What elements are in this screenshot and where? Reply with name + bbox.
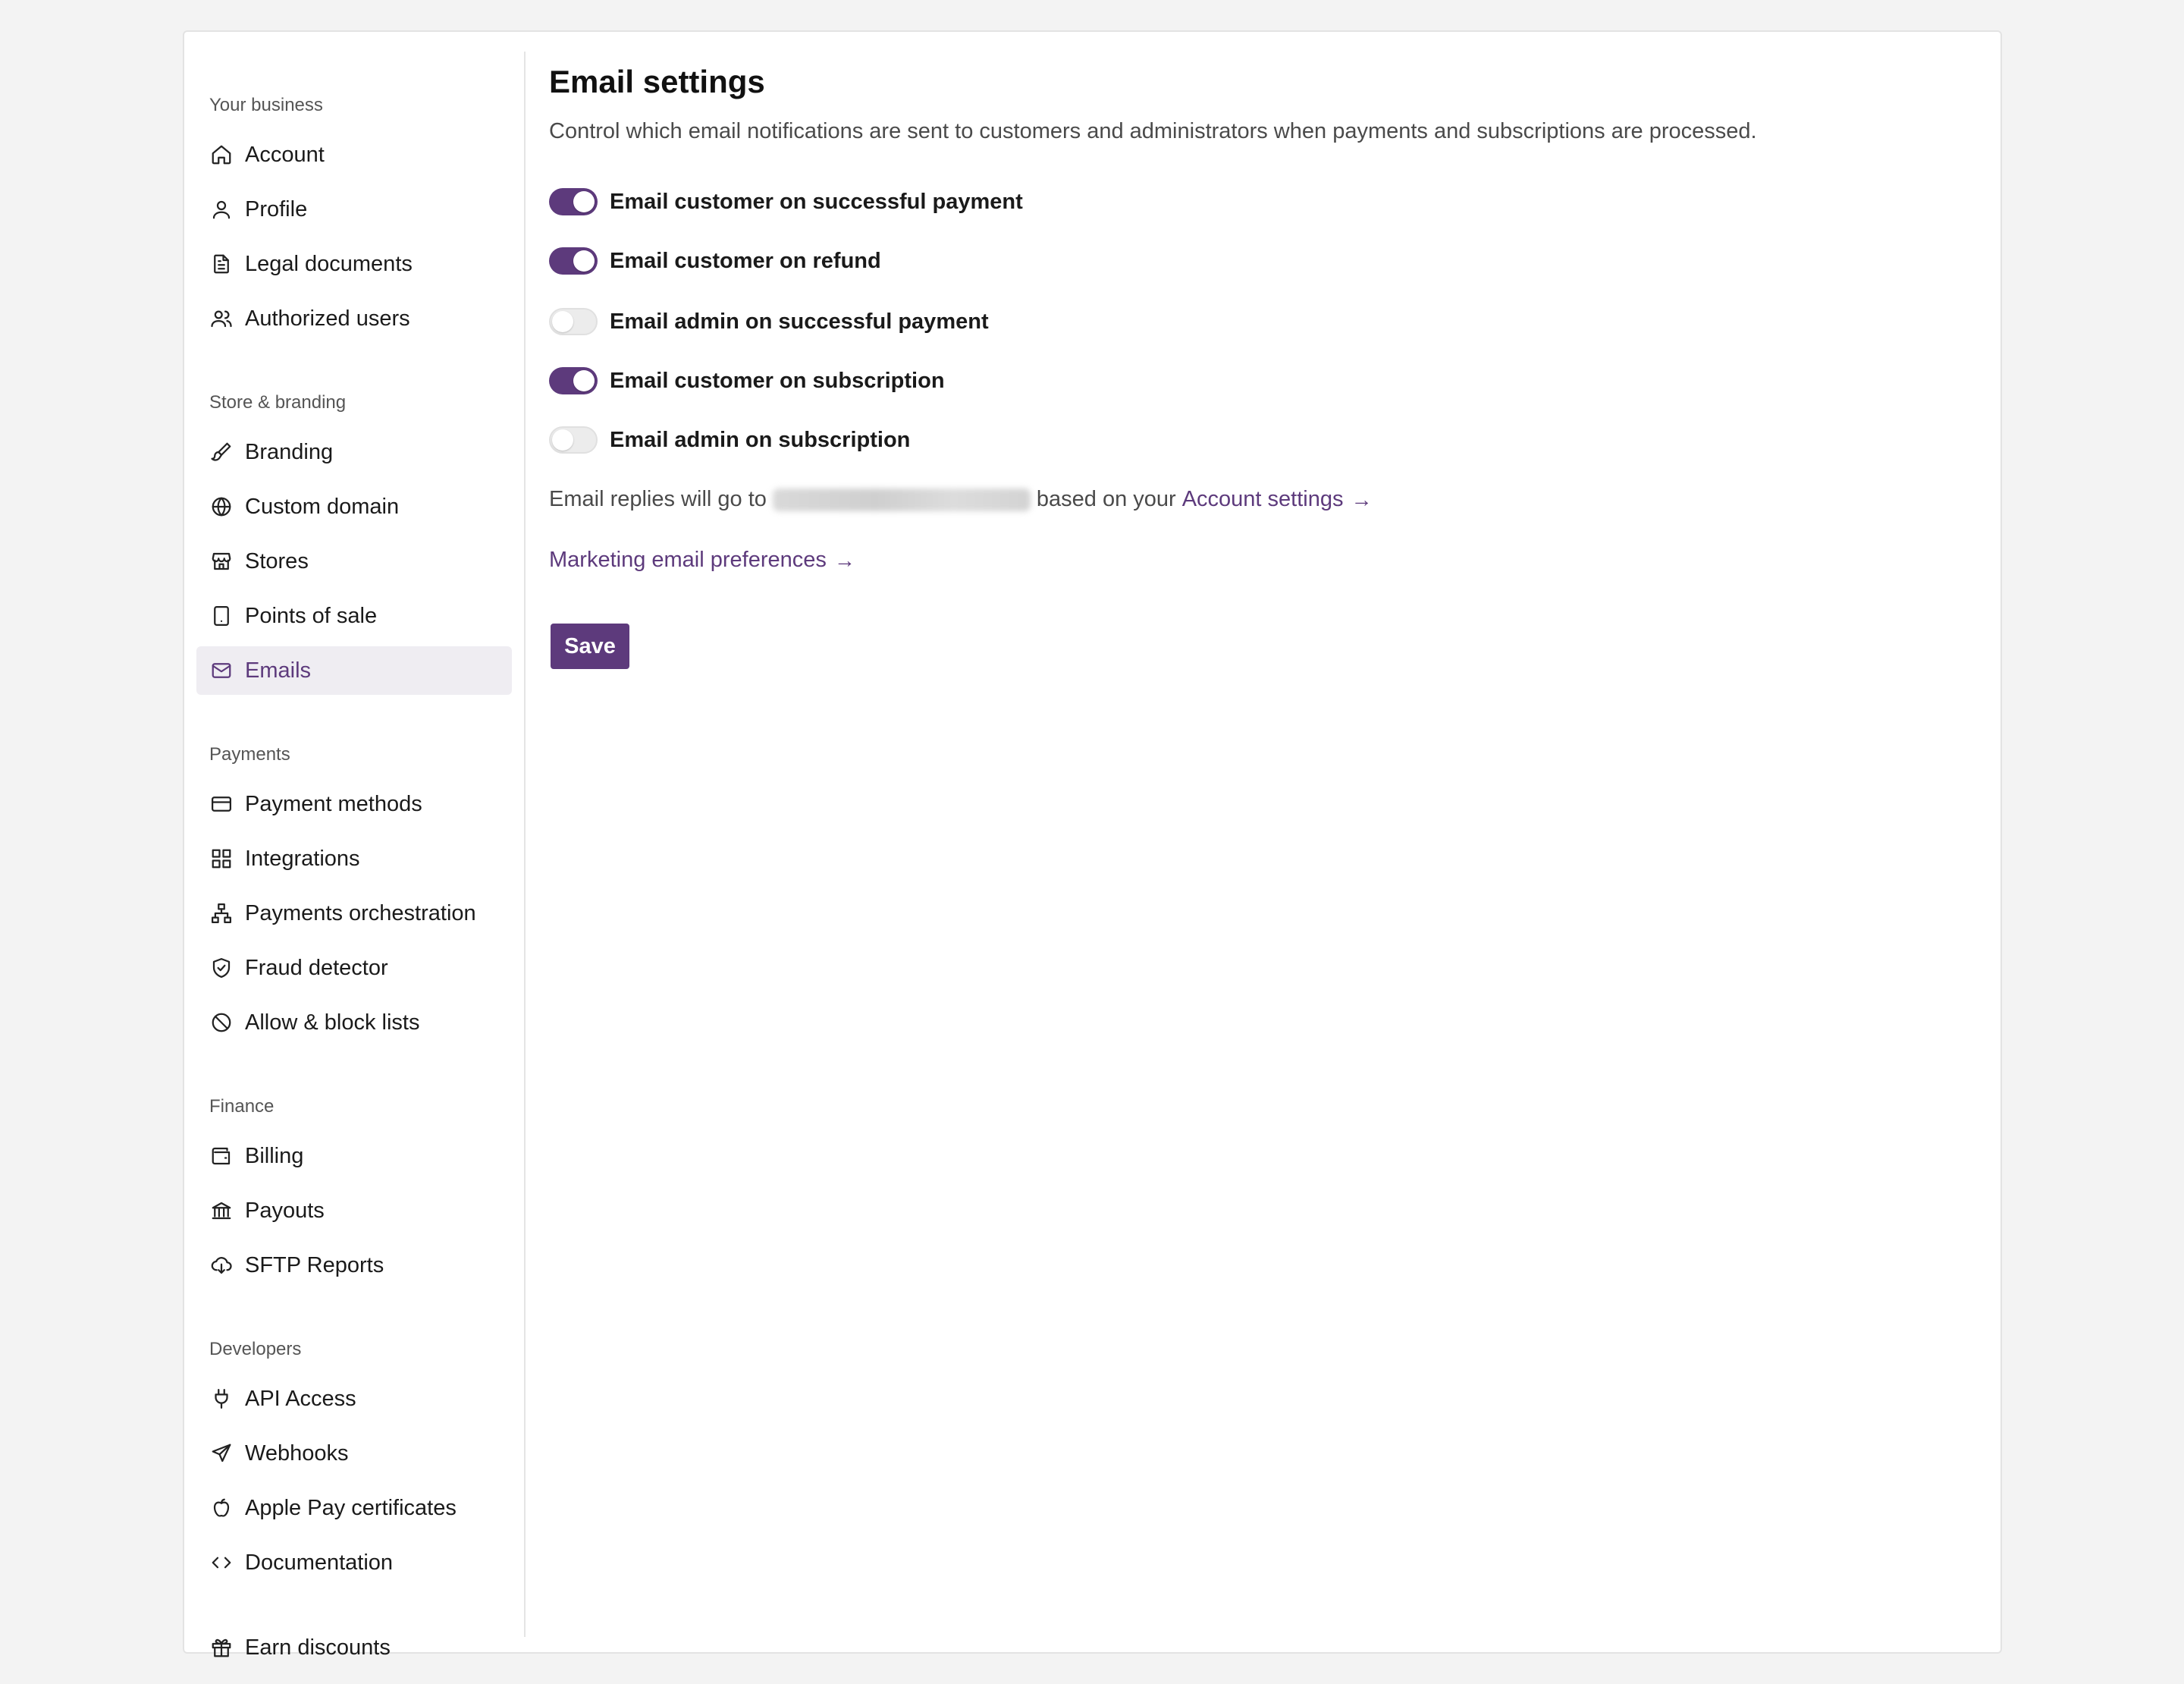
toggle-switch[interactable] xyxy=(549,188,598,215)
globe-icon xyxy=(209,495,234,519)
sidebar-item-payment-methods[interactable] xyxy=(196,780,512,828)
apple-icon xyxy=(209,1496,234,1520)
sidebar-item-stores[interactable] xyxy=(196,537,512,586)
sidebar-item-label: Profile xyxy=(245,197,308,221)
section-title-finance: Finance xyxy=(209,1096,275,1117)
toggle-switch[interactable] xyxy=(549,426,598,454)
plug-icon xyxy=(209,1387,234,1411)
sidebar-item-label: Apple Pay certificates xyxy=(245,1496,457,1520)
sidebar-item-billing[interactable] xyxy=(196,1132,512,1180)
grid-icon xyxy=(209,847,234,871)
wallet-icon xyxy=(209,1144,234,1168)
toggle-switch[interactable] xyxy=(549,367,598,394)
marketing-email-preferences-link[interactable] xyxy=(549,548,855,573)
page-description: Control which email notifications are sent to customers and administrators when payments and subscriptions are processed. xyxy=(549,119,1757,143)
sidebar-item-label: Payments orchestration xyxy=(245,901,476,925)
sidebar-item-branding[interactable] xyxy=(196,428,512,476)
arrow-right-icon: → xyxy=(1351,487,1373,511)
settings-sidebar xyxy=(184,52,526,1660)
sidebar-item-payouts[interactable] xyxy=(196,1186,512,1235)
page-title: Email settings xyxy=(549,64,765,99)
document-icon xyxy=(209,252,234,276)
toggle-knob xyxy=(573,250,595,272)
sidebar-item-label: Earn discounts xyxy=(245,1635,391,1660)
bank-icon xyxy=(209,1199,234,1223)
sidebar-item-api-access[interactable] xyxy=(196,1375,512,1423)
send-icon xyxy=(209,1441,234,1466)
account-settings-link-label: Account settings xyxy=(1181,487,1344,511)
cloud-download-icon xyxy=(209,1253,234,1277)
section-title-payments: Payments xyxy=(209,744,290,765)
sidebar-item-authorized-users[interactable] xyxy=(196,294,512,343)
sidebar-item-account[interactable] xyxy=(196,130,512,179)
toggle-label: Email admin on successful payment xyxy=(610,309,989,334)
sidebar-item-label: Stores xyxy=(245,549,309,573)
sidebar-item-custom-domain[interactable] xyxy=(196,482,512,531)
section-title-developers: Developers xyxy=(209,1339,302,1359)
toggle-switch[interactable] xyxy=(549,308,598,335)
sidebar-item-allow-block-lists[interactable] xyxy=(196,998,512,1047)
reply-prefix-text: Email replies will go to xyxy=(549,487,767,511)
sidebar-item-label: Legal documents xyxy=(245,252,413,276)
sidebar-item-points-of-sale[interactable] xyxy=(196,592,512,640)
user-icon xyxy=(209,197,234,221)
toggle-knob xyxy=(573,370,595,391)
sidebar-item-label: Branding xyxy=(245,440,334,464)
sidebar-item-label: Account xyxy=(245,143,325,167)
marketing-link-label: Marketing email preferences xyxy=(549,548,827,572)
shield-check-icon xyxy=(209,956,234,980)
account-settings-link[interactable] xyxy=(1182,487,1373,512)
sidebar-item-label: Integrations xyxy=(245,847,360,871)
toggle-row-admin-successful-payment[interactable] xyxy=(549,306,989,337)
code-icon xyxy=(209,1550,234,1575)
tablet-icon xyxy=(209,604,234,628)
sidebar-item-webhooks[interactable] xyxy=(196,1429,512,1478)
section-title-your-business: Your business xyxy=(209,95,323,115)
sidebar-item-label: Points of sale xyxy=(245,604,378,628)
sidebar-item-label: Billing xyxy=(245,1144,304,1168)
sidebar-item-profile[interactable] xyxy=(196,185,512,234)
credit-card-icon xyxy=(209,792,234,816)
toggle-label: Email customer on refund xyxy=(610,248,881,273)
email-settings-panel xyxy=(549,32,2000,1652)
sidebar-item-label: Payouts xyxy=(245,1199,325,1223)
sidebar-item-label: Allow & block lists xyxy=(245,1010,420,1035)
reply-address-line xyxy=(549,487,1373,512)
sidebar-item-label: Custom domain xyxy=(245,495,400,519)
settings-card xyxy=(183,30,2002,1660)
toggle-row-admin-subscription[interactable] xyxy=(549,425,910,455)
gift-icon xyxy=(209,1635,234,1660)
toggle-knob xyxy=(552,429,573,451)
sidebar-item-label: Webhooks xyxy=(245,1441,349,1466)
sidebar-item-label: Emails xyxy=(245,658,312,683)
toggle-row-customer-successful-payment[interactable] xyxy=(549,187,1023,217)
ban-icon xyxy=(209,1010,234,1035)
store-icon xyxy=(209,549,234,573)
toggle-row-customer-refund[interactable] xyxy=(549,246,881,276)
sidebar-item-earn-discounts[interactable] xyxy=(196,1623,512,1672)
sidebar-item-label: Fraud detector xyxy=(245,956,388,980)
save-button[interactable]: Save xyxy=(551,624,629,669)
paintbrush-icon xyxy=(209,440,234,464)
sidebar-item-fraud-detector[interactable] xyxy=(196,944,512,992)
redacted-email xyxy=(773,489,1031,511)
toggle-knob xyxy=(552,311,573,332)
sidebar-item-label: Documentation xyxy=(245,1550,394,1575)
users-icon xyxy=(209,306,234,331)
toggle-knob xyxy=(573,191,595,212)
network-icon xyxy=(209,901,234,925)
toggle-row-customer-subscription[interactable] xyxy=(549,366,945,396)
section-title-store-branding: Store & branding xyxy=(209,392,347,413)
sidebar-item-apple-pay-certificates[interactable] xyxy=(196,1484,512,1532)
mail-icon xyxy=(209,658,234,683)
toggle-label: Email customer on successful payment xyxy=(610,189,1023,214)
toggle-label: Email customer on subscription xyxy=(610,368,945,393)
sidebar-item-label: SFTP Reports xyxy=(245,1253,384,1277)
home-icon xyxy=(209,143,234,167)
toggle-switch[interactable] xyxy=(549,247,598,275)
sidebar-item-legal-documents[interactable] xyxy=(196,240,512,288)
sidebar-item-label: Authorized users xyxy=(245,306,410,331)
sidebar-item-label: API Access xyxy=(245,1387,356,1411)
sidebar-item-payments-orchestration[interactable] xyxy=(196,889,512,938)
sidebar-item-documentation[interactable] xyxy=(196,1538,512,1587)
sidebar-item-sftp-reports[interactable] xyxy=(196,1241,512,1290)
toggle-label: Email admin on subscription xyxy=(610,427,911,452)
sidebar-item-emails[interactable] xyxy=(196,646,512,695)
arrow-right-icon: → xyxy=(833,548,855,572)
sidebar-item-integrations[interactable] xyxy=(196,834,512,883)
sidebar-item-label: Payment methods xyxy=(245,792,422,816)
reply-suffix-text: based on your xyxy=(1036,487,1176,511)
